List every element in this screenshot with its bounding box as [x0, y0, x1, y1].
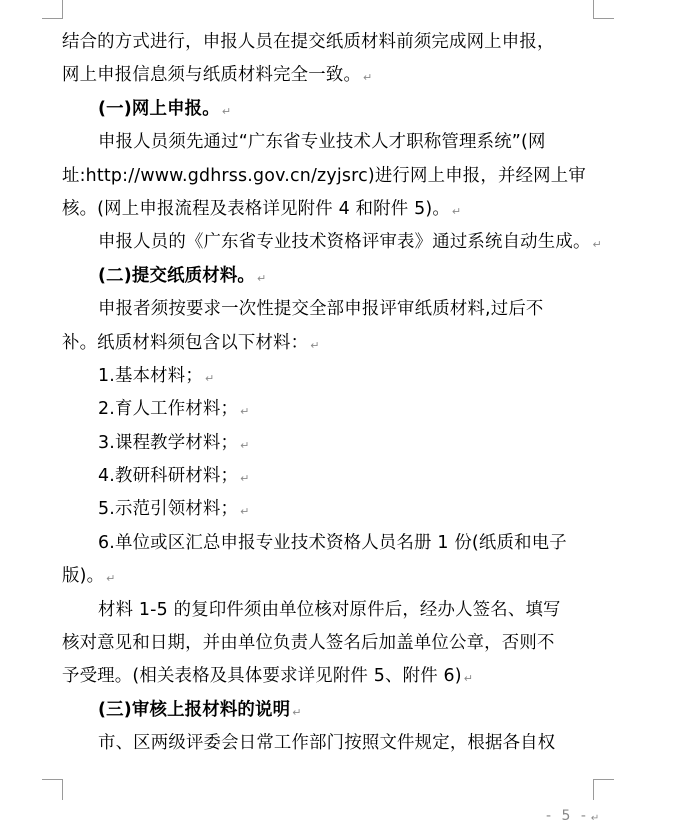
list-item: 6.单位或区汇总申报专业技术资格人员名册 1 份(纸质和电子: [98, 532, 567, 553]
text-line: 市、区两级评委会日常工作部门按照文件规定，根据各自权: [98, 733, 556, 754]
margin-corner-top-right: [593, 0, 614, 19]
text-line: 申报人员的《广东省专业技术资格评审表》通过系统自动生成。 ↵: [98, 232, 602, 253]
text-line: 核。(网上申报流程及表格详见附件 4 和附件 5)。 ↵: [62, 198, 462, 219]
margin-corner-bottom-right: [593, 779, 614, 800]
paragraph-mark-icon: ↵: [292, 705, 302, 719]
document-body[interactable]: [62, 26, 602, 761]
margin-corner-bottom-left: [42, 779, 63, 800]
paragraph-mark-icon: ↵: [240, 472, 250, 486]
text-line: 结合的方式进行，申报人员在提交纸质材料前须完成网上申报，: [62, 32, 555, 52]
list-item: 2.育人工作材料； ↵: [98, 399, 250, 420]
paragraph-mark-icon: ↵: [451, 204, 462, 218]
text-line: 网上申报信息须与纸质材料完全一致。 ↵: [62, 65, 373, 86]
text-line: 申报者须按要求一次性提交全部申报评审纸质材料,过后不: [98, 299, 544, 320]
text-line: 核对意见和日期，并由单位负责人签名后加盖单位公章，否则不: [62, 633, 555, 654]
margin-corner-top-left: [42, 0, 63, 19]
text-line: 材料 1-5 的复印件须由单位核对原件后，经办人签名、填写: [98, 599, 561, 620]
paragraph-mark-icon: ↵: [310, 338, 320, 352]
paragraph-mark-icon: ↵: [257, 271, 267, 285]
list-item: 5.示范引领材料； ↵: [98, 499, 250, 520]
page-number: - 5 - ↵: [546, 808, 603, 824]
paragraph-mark-icon: ↵: [221, 104, 232, 118]
section-heading: (二)提交纸质材料。 ↵: [98, 265, 267, 286]
paragraph-mark-icon: ↵: [240, 438, 250, 452]
paragraph-mark-icon: ↵: [240, 405, 250, 419]
list-item: 4.教研科研材料； ↵: [98, 466, 250, 487]
paragraph-mark-icon: ↵: [592, 238, 602, 252]
text-line: 申报人员须先通过“广东省专业技术人才职称管理系统”(网: [98, 132, 546, 153]
text-line: 址:http://www.gdhrss.gov.cn/zyjsrc)进行网上申报，并经网上审: [62, 165, 586, 186]
text-line: 补。纸质材料须包含以下材料： ↵: [62, 332, 320, 353]
paragraph-mark-icon: ↵: [363, 71, 373, 85]
section-heading: (三)审核上报材料的说明 ↵: [98, 699, 302, 720]
section-heading: (一)网上申报。 ↵: [98, 98, 232, 119]
paragraph-mark-icon: ↵: [204, 371, 215, 385]
paragraph-mark-icon: ↵: [106, 572, 116, 586]
paragraph-mark-icon: ↵: [463, 672, 474, 686]
list-item: 1.基本材料； ↵: [98, 365, 215, 386]
list-item: 3.课程教学材料； ↵: [98, 432, 250, 453]
paragraph-mark-icon: ↵: [590, 813, 603, 824]
paragraph-mark-icon: ↵: [240, 505, 250, 519]
text-line: 予受理。(相关表格及具体要求详见附件 5、附件 6) ↵: [62, 666, 474, 687]
text-line: 版)。 ↵: [62, 566, 116, 587]
